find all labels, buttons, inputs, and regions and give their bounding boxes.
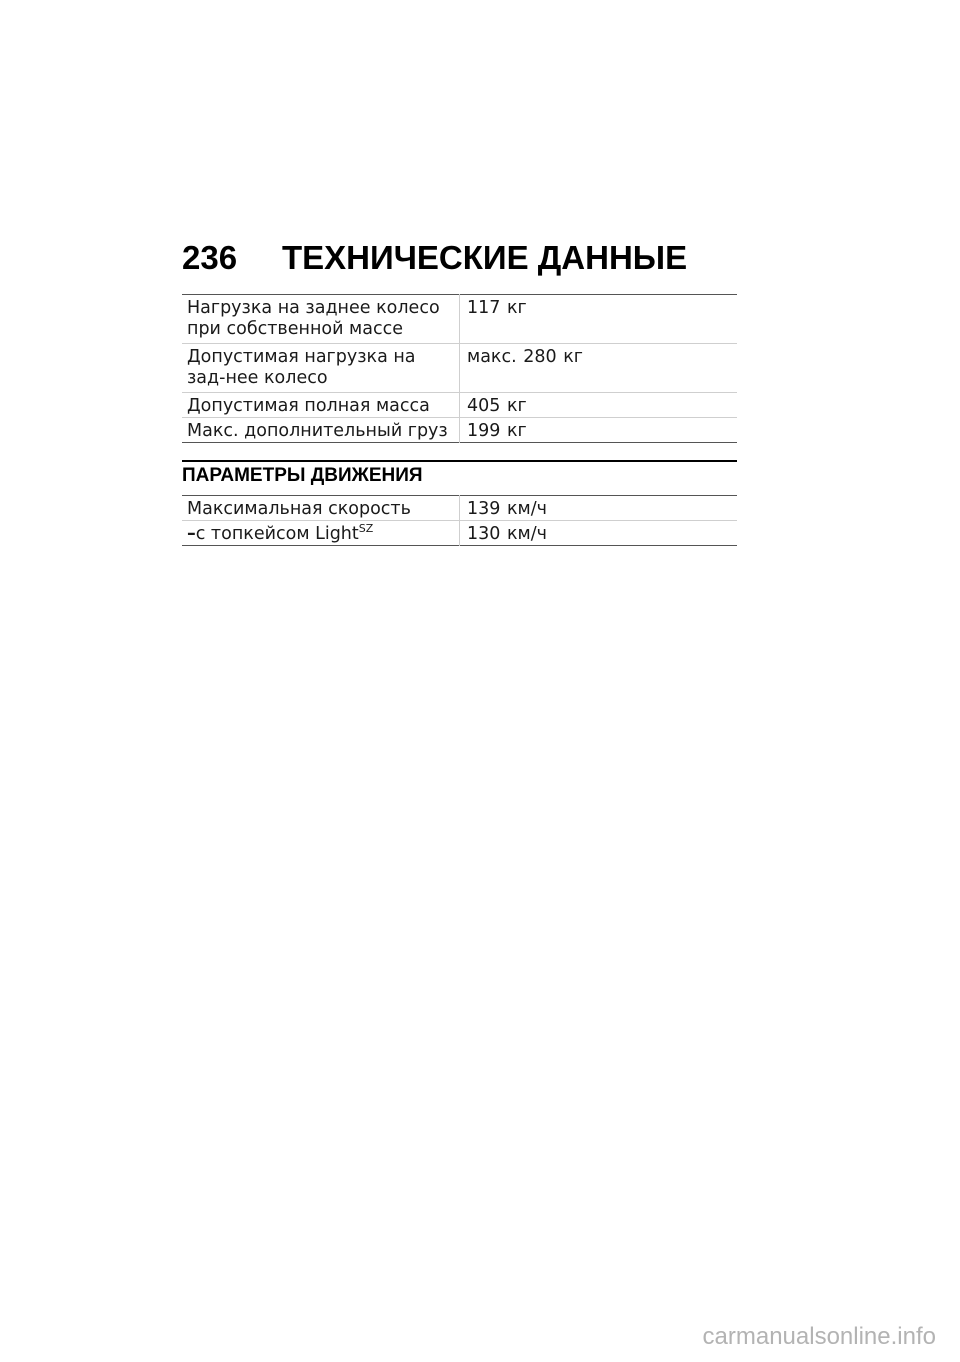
page-header (182, 238, 742, 278)
driving-table (182, 495, 737, 546)
table-row (182, 344, 737, 393)
row-value: 139 км/ч (467, 499, 547, 519)
chapter-title: ТЕХНИЧЕСКИЕ ДАННЫЕ (282, 239, 688, 276)
row-value: 130 км/ч (467, 524, 547, 544)
section-divider (182, 460, 737, 462)
table-row (182, 393, 737, 418)
row-value: 199 кг (467, 421, 527, 441)
row-value: макс. 280 кг (467, 347, 583, 367)
row-value: 405 кг (467, 396, 527, 416)
row-label: Допустимая полная масса (182, 393, 460, 418)
watermark: carmanualsonline.info (702, 1323, 936, 1350)
table-row (182, 496, 737, 521)
row-label: Макс. дополнительный груз (182, 418, 460, 443)
table-row (182, 418, 737, 443)
row-label: Нагрузка на заднее колесо при собственной массе (182, 295, 460, 344)
table-row (182, 295, 737, 344)
row-label-with-dash (182, 521, 460, 546)
superscript-note: SZ (358, 522, 374, 536)
page-number: 236 (182, 239, 238, 276)
row-label: Допустимая нагрузка на зад-нее колесо (182, 344, 460, 393)
row-label-text: с топкейсом Light (195, 524, 359, 544)
section-heading: ПАРАМЕТРЫ ДВИЖЕНИЯ (182, 465, 423, 486)
dash-marker: – (187, 524, 196, 544)
row-label: Максимальная скорость (182, 496, 460, 521)
weights-table (182, 294, 737, 443)
table-row (182, 521, 737, 546)
row-value: 117 кг (467, 298, 527, 318)
